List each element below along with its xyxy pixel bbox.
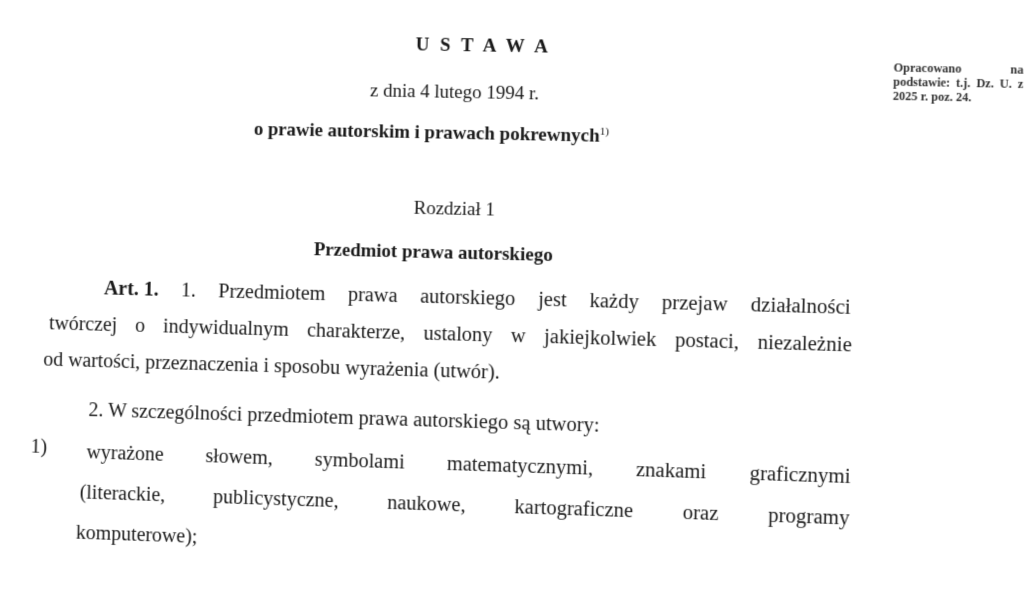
word: twórczej (48, 312, 118, 337)
word: działalności (750, 294, 851, 319)
list-item-line-3: komputerowe); (75, 521, 198, 548)
word: przejaw (661, 291, 728, 316)
act-subject-text: o prawie autorskim i prawach pokrewnych (253, 119, 600, 148)
list-item-line-1 (86, 442, 851, 490)
document-page (3, 0, 1024, 594)
word: autorskiego (419, 285, 516, 311)
source-note: Opracowano na podstawie: t.j. Dz. U. z 2025 r. poz. 24. (892, 60, 1024, 105)
word: matematycznymi, (446, 452, 594, 480)
word: prawa (347, 283, 398, 307)
word: słowem, (205, 445, 274, 470)
word: jakiejkolwiek (543, 325, 657, 352)
word: każdy (589, 290, 640, 314)
word: graficznymi (749, 462, 851, 489)
article-1-line-1 (104, 278, 851, 320)
chapter-number: Rozdział 1 (413, 197, 496, 221)
word: programy (767, 504, 850, 530)
word: w (510, 324, 527, 348)
word: publicystyczne, (212, 486, 339, 513)
word: (literackie, (79, 481, 166, 507)
footnote-reference: 1) (599, 125, 610, 138)
word: Przedmiotem (218, 280, 326, 306)
word: symbolami (314, 448, 405, 474)
list-item-number: 1) (30, 435, 48, 458)
article-1-line-2 (49, 313, 852, 358)
act-subject (254, 119, 609, 148)
word: indywidualnym (162, 315, 290, 341)
word: oraz (682, 501, 719, 526)
article-1-paragraph-2: 2. W szczególności przedmiotem prawa autorskiego są utwory: (88, 399, 600, 437)
word: naukowe, (386, 491, 466, 517)
act-type-heading: U S T A W A (415, 34, 552, 58)
word: o (134, 314, 146, 337)
word: ustalony (423, 322, 493, 347)
word: jest (537, 288, 567, 312)
list-item-line-2 (79, 482, 849, 531)
act-date: z dnia 4 lutego 1994 r. (369, 80, 540, 105)
word: 1. (180, 279, 197, 302)
article-label: Art. 1. (103, 277, 159, 301)
word: znakami (635, 459, 707, 484)
word: wyrażone (86, 441, 165, 466)
word: niezależnie (757, 331, 853, 357)
word: charakterze, (306, 319, 406, 345)
chapter-title: Przedmiot prawa autorskiego (313, 239, 553, 267)
word: kartograficzne (514, 496, 634, 523)
word: postaci, (674, 329, 740, 354)
article-1-line-3: od wartości, przeznaczenia i sposobu wyrażenia (utwór). (43, 348, 501, 384)
